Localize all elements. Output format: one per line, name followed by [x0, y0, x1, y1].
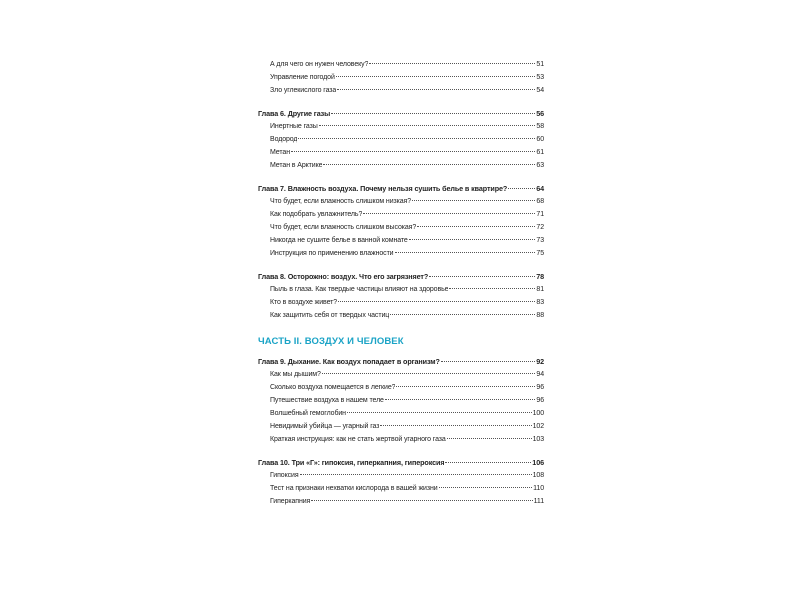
chapter-title: Глава 9. Дыхание. Как воздух попадает в организм? — [258, 357, 440, 366]
dot-leader — [300, 474, 532, 475]
toc-entry-page: 58 — [536, 123, 544, 130]
toc-entry-page: 88 — [536, 312, 544, 319]
toc-entry-title: Как мы дышим? — [270, 371, 321, 378]
chapter-title: Глава 6. Другие газы — [258, 109, 331, 118]
toc-entry-title: Метан в Арктике — [270, 162, 323, 169]
toc-entry-title: Кто в воздухе живет? — [270, 299, 338, 306]
part-heading: ЧАСТЬ II. ВОЗДУХ И ЧЕЛОВЕК — [258, 336, 404, 347]
dot-leader — [311, 500, 532, 501]
dot-leader — [417, 226, 535, 227]
toc-chapter-9[interactable] — [258, 355, 544, 368]
toc-entry-title: Тест на признаки нехватки кислорода в вашей жизни — [270, 485, 438, 492]
toc-entry[interactable] — [258, 495, 544, 508]
toc-chapter-6[interactable] — [258, 107, 544, 120]
chapter-title: Глава 7. Влажность воздуха. Почему нельзя сушить белье в квартире? — [258, 184, 508, 193]
toc-entry-page: 60 — [536, 136, 544, 143]
toc-entry-title: Зло углекислого газа — [270, 87, 337, 94]
toc-entry-page: 63 — [536, 162, 544, 169]
toc-entry[interactable] — [258, 71, 544, 84]
toc-entry[interactable] — [258, 381, 544, 394]
toc-chapter-7[interactable] — [258, 182, 544, 195]
dot-leader — [449, 288, 535, 289]
chapter-page: 56 — [536, 109, 544, 118]
toc-entry-title: Что будет, если влажность слишком низкая? — [270, 198, 412, 205]
toc-entry-page: 103 — [532, 436, 544, 443]
dot-leader — [429, 276, 535, 277]
toc-entry-title: Как подобрать увлажнитель? — [270, 211, 363, 218]
dot-leader — [395, 252, 536, 253]
toc-entry-page: 94 — [536, 371, 544, 378]
dot-leader — [439, 487, 533, 488]
dot-leader — [369, 63, 535, 64]
toc-entry-page: 73 — [536, 237, 544, 244]
toc-entry-title: Водород — [270, 136, 298, 143]
toc-entry[interactable] — [258, 433, 544, 446]
toc-entry-title: Инертные газы — [270, 123, 318, 130]
toc-entry-title: Гиперкапния — [270, 498, 311, 505]
toc-entry[interactable] — [258, 133, 544, 146]
toc-chapter-10[interactable] — [258, 456, 544, 469]
dot-leader — [323, 164, 535, 165]
toc-entry[interactable] — [258, 84, 544, 97]
toc-entry[interactable] — [258, 283, 544, 296]
toc-entry-title: Метан — [270, 149, 290, 156]
toc-entry-title: Никогда не сушите белье в ванной комнате — [270, 237, 408, 244]
toc-entry-page: 51 — [536, 61, 544, 68]
toc-entry[interactable] — [258, 420, 544, 433]
dot-leader — [508, 188, 535, 189]
toc-entry[interactable] — [258, 58, 544, 71]
toc-entry[interactable] — [258, 394, 544, 407]
toc-chapter-8[interactable] — [258, 270, 544, 283]
toc-entry[interactable] — [258, 195, 544, 208]
dot-leader — [298, 138, 535, 139]
toc-entry-page: 83 — [536, 299, 544, 306]
toc-entry-page: 75 — [536, 250, 544, 257]
dot-leader — [380, 425, 531, 426]
toc-entry-title: Сколько воздуха помещается в легкие? — [270, 384, 396, 391]
toc-entry-page: 53 — [536, 74, 544, 81]
toc-entry-page: 71 — [536, 211, 544, 218]
toc-entry[interactable] — [258, 221, 544, 234]
table-of-contents — [258, 58, 544, 508]
toc-entry[interactable] — [258, 407, 544, 420]
dot-leader — [336, 76, 536, 77]
dot-leader — [322, 373, 536, 374]
dot-leader — [338, 301, 535, 302]
toc-entry-page: 110 — [533, 485, 544, 492]
toc-entry[interactable] — [258, 296, 544, 309]
dot-leader — [447, 438, 532, 439]
toc-entry-page: 111 — [533, 498, 544, 505]
toc-entry-title: Как защитить себя от твердых частиц — [270, 312, 390, 319]
dot-leader — [337, 89, 535, 90]
chapter-page: 106 — [532, 458, 544, 467]
toc-entry-page: 68 — [536, 198, 544, 205]
toc-entry-page: 108 — [532, 472, 544, 479]
toc-entry[interactable] — [258, 208, 544, 221]
chapter-page: 92 — [536, 357, 544, 366]
dot-leader — [331, 113, 535, 114]
toc-entry[interactable] — [258, 159, 544, 172]
toc-entry-title: Управление погодой — [270, 74, 335, 81]
toc-entry-title: Волшебный гемоглобин — [270, 410, 346, 417]
toc-entry-title: Невидимый убийца — угарный газ — [270, 423, 380, 430]
toc-entry-title: Что будет, если влажность слишком высокая? — [270, 224, 417, 231]
toc-entry-page: 96 — [536, 397, 544, 404]
toc-entry-page: 61 — [536, 149, 544, 156]
dot-leader — [445, 462, 531, 463]
dot-leader — [441, 361, 535, 362]
dot-leader — [390, 314, 535, 315]
toc-entry[interactable] — [258, 120, 544, 133]
chapter-page: 64 — [536, 184, 544, 193]
toc-entry-title: Пыль в глаза. Как твердые частицы влияют на здоровье — [270, 286, 449, 293]
toc-entry-title: Гипоксия — [270, 472, 299, 479]
toc-entry-title: А для чего он нужен человеку? — [270, 61, 369, 68]
chapter-page: 78 — [536, 272, 544, 281]
chapter-title: Глава 8. Осторожно: воздух. Что его загрязняет? — [258, 272, 429, 281]
toc-entry-page: 96 — [536, 384, 544, 391]
toc-entry-title: Инструкция по применению влажности — [270, 250, 394, 257]
toc-entry[interactable] — [258, 469, 544, 482]
toc-entry[interactable] — [258, 234, 544, 247]
toc-entry-page: 81 — [536, 286, 544, 293]
toc-entry-page: 102 — [532, 423, 544, 430]
toc-entry[interactable] — [258, 146, 544, 159]
toc-entry[interactable] — [258, 482, 544, 495]
toc-entry[interactable] — [258, 309, 544, 322]
toc-entry[interactable] — [258, 247, 544, 260]
chapter-title: Глава 10. Три «Г»: гипоксия, гиперкапния, гипероксия — [258, 458, 445, 467]
toc-entry-page: 72 — [536, 224, 544, 231]
toc-entry-page: 54 — [536, 87, 544, 94]
toc-entry-title: Путешествие воздуха в нашем теле — [270, 397, 384, 404]
dot-leader — [396, 386, 535, 387]
dot-leader — [409, 239, 536, 240]
toc-entry[interactable] — [258, 368, 544, 381]
dot-leader — [363, 213, 535, 214]
dot-leader — [412, 200, 535, 201]
dot-leader — [291, 151, 535, 152]
toc-entry-title: Краткая инструкция: как не стать жертвой угарного газа — [270, 436, 446, 443]
dot-leader — [319, 125, 536, 126]
dot-leader — [385, 399, 536, 400]
dot-leader — [347, 412, 532, 413]
toc-entry-page: 100 — [532, 410, 544, 417]
